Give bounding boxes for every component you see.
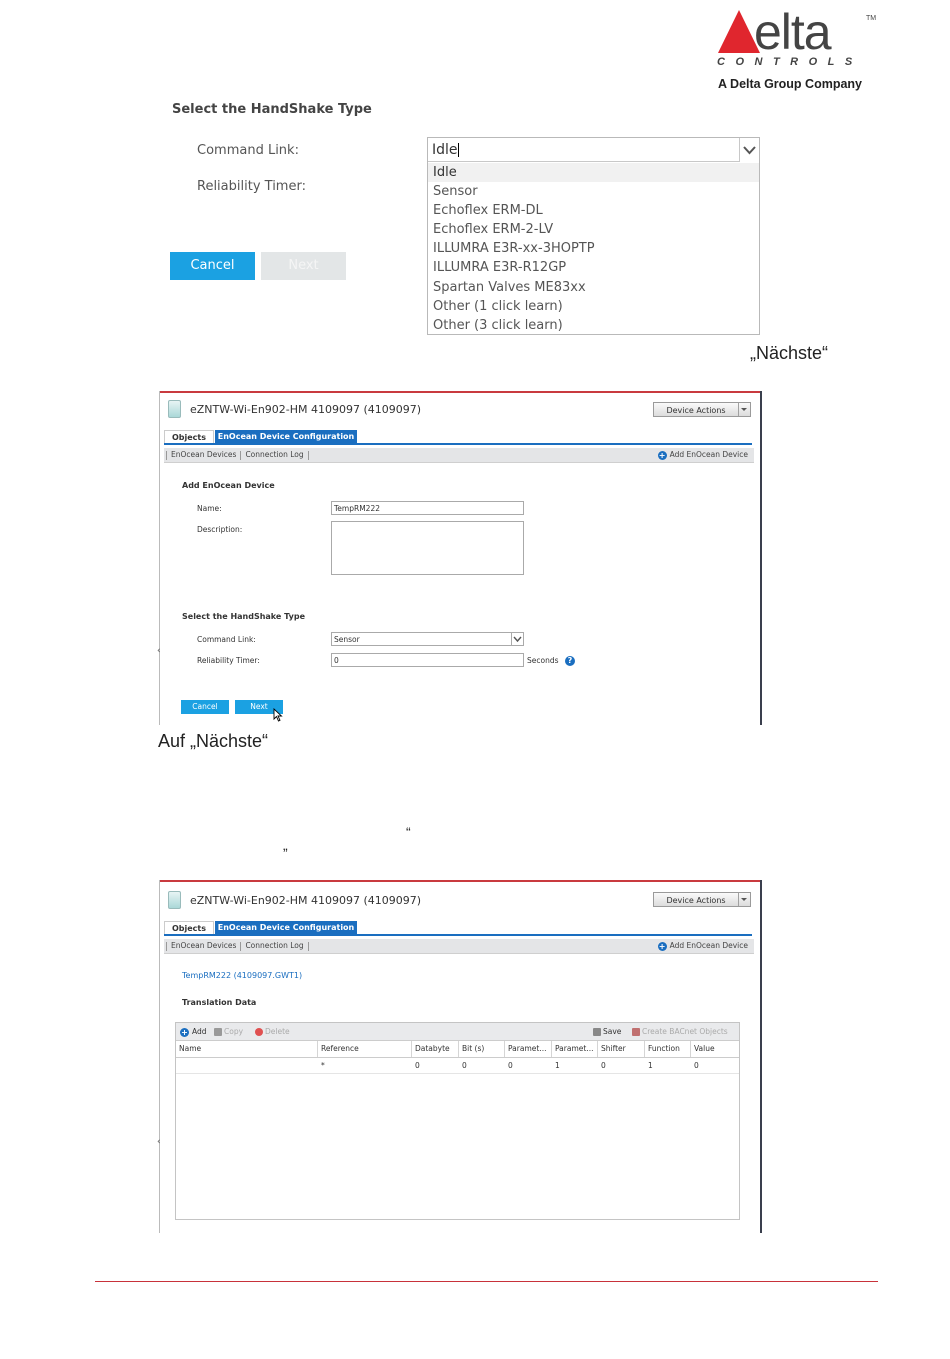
- sub-toolbar: [164, 448, 754, 463]
- caret-down-icon: [741, 898, 747, 901]
- cell-function: 1: [648, 1061, 653, 1070]
- delta-group-tagline: A Delta Group Company: [718, 77, 862, 91]
- grid-add-button[interactable]: [180, 1023, 207, 1040]
- toolbar-separator: [240, 942, 241, 951]
- side-handle-icon: ‹: [157, 646, 161, 656]
- device-actions-label: Device Actions: [666, 406, 726, 415]
- cell-parameter-1: 0: [508, 1061, 513, 1070]
- grid-copy-label: Copy: [224, 1027, 244, 1036]
- delta-logo-controls: CONTROLS: [717, 56, 863, 68]
- grid-delete-label: Delete: [265, 1027, 290, 1036]
- tab-enocean-config[interactable]: EnOcean Device Configuration: [215, 921, 357, 935]
- window-right-border: [760, 391, 762, 725]
- column-header-function[interactable]: Function: [645, 1041, 691, 1057]
- command-link-value: Sensor: [334, 635, 360, 644]
- column-header-name[interactable]: Name: [176, 1041, 318, 1057]
- dropdown-option[interactable]: Other (1 click learn): [433, 298, 563, 314]
- add-enocean-device-button[interactable]: [658, 939, 748, 953]
- tab-enocean-config[interactable]: EnOcean Device Configuration: [215, 430, 357, 444]
- create-objects-icon: [632, 1028, 640, 1036]
- device-actions-button[interactable]: [653, 402, 751, 417]
- delta-logo-wordmark: elta: [754, 4, 831, 60]
- command-link-value: Idle: [432, 142, 458, 158]
- grid-toolbar: [176, 1023, 739, 1041]
- cell-bits: 0: [462, 1061, 467, 1070]
- command-link-label: Command Link:: [197, 143, 299, 158]
- cell-value: 0: [694, 1061, 699, 1070]
- stray-quote-mark: “: [406, 824, 411, 840]
- mouse-cursor-icon: [273, 708, 283, 722]
- window-top-border: [159, 880, 762, 882]
- table-row[interactable]: [176, 1058, 739, 1074]
- sub-toolbar: [164, 939, 754, 954]
- toolbar-separator: [240, 451, 241, 460]
- cancel-button[interactable]: Cancel: [170, 252, 255, 280]
- grid-save-button[interactable]: [593, 1023, 621, 1040]
- connection-log-link[interactable]: Connection Log: [245, 941, 304, 950]
- column-header-parameter-1[interactable]: Paramet...: [505, 1041, 552, 1057]
- button-separator: [738, 403, 739, 416]
- save-icon: [593, 1028, 601, 1036]
- device-icon: [168, 891, 181, 909]
- translation-data-title: Translation Data: [182, 998, 257, 1007]
- reliability-timer-label: Reliability Timer:: [197, 179, 306, 194]
- column-header-bits[interactable]: Bit (s): [459, 1041, 505, 1057]
- trademark-symbol: TM: [866, 15, 877, 22]
- dropdown-option[interactable]: Echoflex ERM-2-LV: [433, 222, 554, 238]
- column-header-shifter[interactable]: Shifter: [598, 1041, 645, 1057]
- create-bacnet-label: Create BACnet Objects: [642, 1027, 728, 1036]
- command-link-input[interactable]: [428, 138, 740, 162]
- enocean-devices-link[interactable]: EnOcean Devices: [171, 450, 237, 459]
- column-header-value[interactable]: Value: [694, 1044, 715, 1053]
- grid-copy-button[interactable]: [214, 1023, 243, 1040]
- stray-quote-mark: „: [283, 837, 288, 853]
- side-handle-icon: ‹: [157, 1137, 161, 1147]
- help-icon[interactable]: ?: [565, 656, 575, 666]
- column-header-databyte[interactable]: Databyte: [412, 1041, 459, 1057]
- toolbar-separator: [308, 451, 309, 460]
- add-device-section-title: Add EnOcean Device: [182, 481, 275, 490]
- footer-divider: [95, 1281, 878, 1282]
- chevron-down-icon[interactable]: [511, 633, 523, 645]
- copy-icon: [214, 1028, 222, 1036]
- button-separator: [738, 893, 739, 906]
- cell-databyte: 0: [415, 1061, 420, 1070]
- grid-add-label: Add: [192, 1027, 207, 1036]
- command-link-label: Command Link:: [197, 635, 256, 644]
- dropdown-option[interactable]: Sensor: [433, 184, 478, 200]
- translation-data-screenshot: [159, 880, 762, 1233]
- tab-underline: [164, 934, 752, 936]
- translation-grid: [175, 1022, 740, 1220]
- grid-delete-button[interactable]: [255, 1023, 290, 1040]
- device-title: eZNTW-Wi-En902-HM 4109097 (4109097): [190, 403, 422, 416]
- dropdown-options-list: [428, 163, 759, 335]
- tab-underline: [164, 443, 752, 445]
- connection-log-link[interactable]: Connection Log: [245, 450, 304, 459]
- add-enocean-device-button[interactable]: [658, 448, 748, 462]
- window-left-border: [159, 391, 160, 725]
- command-link-dropdown[interactable]: [427, 137, 760, 335]
- text-caret: [458, 143, 459, 157]
- add-device-screenshot: [159, 391, 762, 725]
- seconds-label: Seconds: [527, 656, 559, 665]
- cell-shifter: 0: [601, 1061, 606, 1070]
- reliability-timer-label: Reliability Timer:: [197, 656, 260, 665]
- chevron-down-icon[interactable]: [739, 138, 759, 162]
- name-input[interactable]: TempRM222: [331, 501, 524, 515]
- description-label: Description:: [197, 525, 243, 534]
- dropdown-option[interactable]: Other (3 click learn): [433, 317, 563, 333]
- window-right-border: [760, 880, 762, 1233]
- toolbar-separator: [166, 451, 167, 460]
- next-button[interactable]: Next: [261, 252, 346, 280]
- caret-down-icon: [741, 408, 747, 411]
- add-device-label: Add EnOcean Device: [669, 450, 748, 459]
- name-label: Name:: [197, 504, 222, 513]
- cancel-button[interactable]: Cancel: [181, 700, 229, 714]
- device-link[interactable]: TempRM222 (4109097.GWT1): [182, 971, 303, 980]
- description-textarea[interactable]: [331, 521, 524, 575]
- caption-on-next: Auf „Nächste“: [158, 731, 269, 751]
- cell-name: [176, 1058, 318, 1073]
- caption-next: „Nächste“: [750, 343, 829, 363]
- column-header-parameter-2[interactable]: Paramet...: [552, 1041, 598, 1057]
- window-left-border: [159, 880, 160, 1233]
- dropdown-option[interactable]: Idle: [428, 163, 759, 182]
- device-actions-label: Device Actions: [666, 896, 726, 905]
- handshake-section-title: Select the HandShake Type: [172, 102, 372, 117]
- enocean-devices-link[interactable]: EnOcean Devices: [171, 941, 237, 950]
- dropdown-option[interactable]: ILLUMRA E3R-R12GP: [433, 260, 567, 276]
- device-icon: [168, 400, 181, 418]
- device-actions-button[interactable]: [653, 892, 751, 907]
- grid-header-row: [176, 1041, 739, 1058]
- dropdown-option[interactable]: ILLUMRA E3R-xx-3HOPTP: [433, 241, 595, 257]
- cell-reference: *: [321, 1061, 325, 1070]
- tab-objects[interactable]: Objects: [164, 921, 214, 935]
- next-button[interactable]: Next: [235, 700, 283, 714]
- toolbar-separator: [308, 942, 309, 951]
- dropdown-option[interactable]: Echoflex ERM-DL: [433, 203, 543, 219]
- tab-objects[interactable]: Objects: [164, 430, 214, 444]
- column-header-reference[interactable]: Reference: [318, 1041, 412, 1057]
- delete-icon: [255, 1028, 263, 1036]
- reliability-timer-input[interactable]: 0: [331, 653, 524, 667]
- cell-parameter-2: 1: [555, 1061, 560, 1070]
- plus-circle-icon: +: [181, 1027, 188, 1037]
- grid-save-label: Save: [603, 1027, 622, 1036]
- device-title: eZNTW-Wi-En902-HM 4109097 (4109097): [190, 894, 422, 907]
- handshake-section-title: Select the HandShake Type: [182, 612, 305, 621]
- create-bacnet-objects-button[interactable]: [632, 1023, 728, 1040]
- toolbar-separator: [166, 942, 167, 951]
- command-link-select[interactable]: [331, 632, 524, 646]
- plus-circle-icon: +: [658, 450, 666, 460]
- dropdown-option[interactable]: Spartan Valves ME83xx: [433, 279, 586, 295]
- add-device-label: Add EnOcean Device: [669, 941, 748, 950]
- plus-circle-icon: +: [658, 941, 666, 951]
- window-top-border: [159, 391, 762, 393]
